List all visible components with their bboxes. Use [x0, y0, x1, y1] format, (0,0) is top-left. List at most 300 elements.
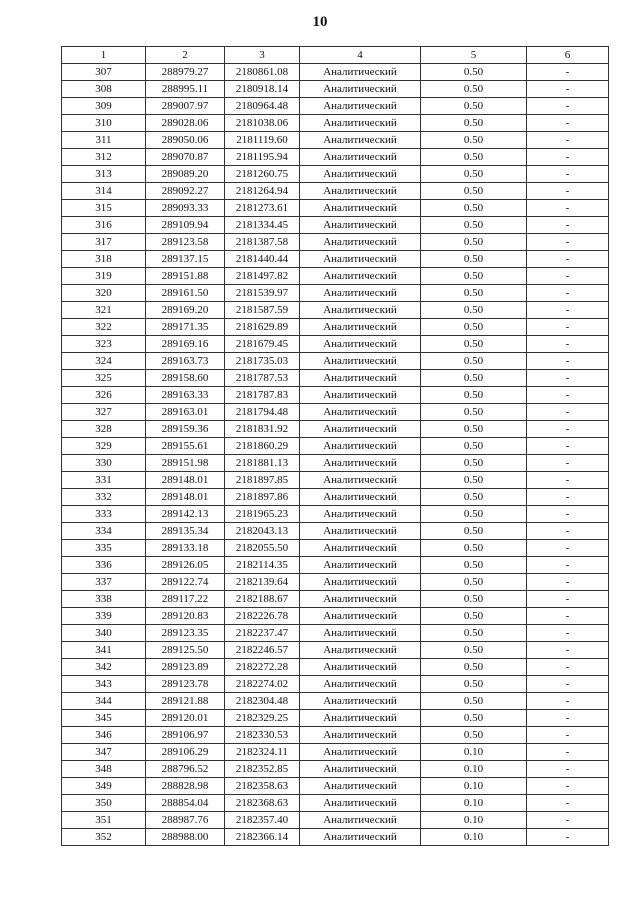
accuracy-cell: 0.50: [421, 591, 527, 608]
accuracy-cell: 0.50: [421, 557, 527, 574]
accuracy-cell: 0.50: [421, 676, 527, 693]
y-coordinate-cell: 2181260.75: [225, 166, 300, 183]
table-row: [62, 506, 609, 523]
note-cell: -: [527, 761, 609, 778]
x-coordinate-cell: 289148.01: [146, 489, 225, 506]
y-coordinate-cell: 2182043.13: [225, 523, 300, 540]
method-cell: Аналитический: [300, 64, 421, 81]
accuracy-cell: 0.50: [421, 540, 527, 557]
note-cell: -: [527, 217, 609, 234]
y-coordinate-cell: 2181735.03: [225, 353, 300, 370]
table-row: [62, 574, 609, 591]
point-number-cell: 340: [62, 625, 146, 642]
y-coordinate-cell: 2181497.82: [225, 268, 300, 285]
table-row: [62, 404, 609, 421]
table-row: [62, 370, 609, 387]
y-coordinate-cell: 2181629.89: [225, 319, 300, 336]
method-cell: Аналитический: [300, 200, 421, 217]
table-row: [62, 642, 609, 659]
table-row: [62, 285, 609, 302]
point-number-cell: 317: [62, 234, 146, 251]
point-number-cell: 323: [62, 336, 146, 353]
note-cell: -: [527, 659, 609, 676]
y-coordinate-cell: 2181679.45: [225, 336, 300, 353]
table-row: [62, 149, 609, 166]
accuracy-cell: 0.50: [421, 200, 527, 217]
point-number-cell: 319: [62, 268, 146, 285]
x-coordinate-cell: 289121.88: [146, 693, 225, 710]
y-coordinate-cell: 2181794.48: [225, 404, 300, 421]
accuracy-cell: 0.50: [421, 659, 527, 676]
table-row: [62, 744, 609, 761]
accuracy-cell: 0.50: [421, 302, 527, 319]
y-coordinate-cell: 2182055.50: [225, 540, 300, 557]
x-coordinate-cell: 289123.58: [146, 234, 225, 251]
accuracy-cell: 0.50: [421, 489, 527, 506]
note-cell: -: [527, 574, 609, 591]
column-header: 1: [62, 47, 146, 64]
point-number-cell: 336: [62, 557, 146, 574]
method-cell: Аналитический: [300, 761, 421, 778]
note-cell: -: [527, 64, 609, 81]
point-number-cell: 345: [62, 710, 146, 727]
method-cell: Аналитический: [300, 234, 421, 251]
x-coordinate-cell: 289169.16: [146, 336, 225, 353]
x-coordinate-cell: 288987.76: [146, 812, 225, 829]
accuracy-cell: 0.50: [421, 608, 527, 625]
x-coordinate-cell: 289109.94: [146, 217, 225, 234]
x-coordinate-cell: 289123.35: [146, 625, 225, 642]
accuracy-cell: 0.50: [421, 81, 527, 98]
point-number-cell: 350: [62, 795, 146, 812]
x-coordinate-cell: 289151.98: [146, 455, 225, 472]
x-coordinate-cell: 289070.87: [146, 149, 225, 166]
table-row: [62, 115, 609, 132]
accuracy-cell: 0.50: [421, 234, 527, 251]
note-cell: -: [527, 506, 609, 523]
y-coordinate-cell: 2182324.11: [225, 744, 300, 761]
point-number-cell: 311: [62, 132, 146, 149]
table-row: [62, 591, 609, 608]
x-coordinate-cell: 289106.29: [146, 744, 225, 761]
table-row: [62, 200, 609, 217]
accuracy-cell: 0.50: [421, 251, 527, 268]
point-number-cell: 316: [62, 217, 146, 234]
note-cell: -: [527, 285, 609, 302]
y-coordinate-cell: 2181965.23: [225, 506, 300, 523]
x-coordinate-cell: 289137.15: [146, 251, 225, 268]
table-row: [62, 251, 609, 268]
note-cell: -: [527, 812, 609, 829]
y-coordinate-cell: 2182188.67: [225, 591, 300, 608]
x-coordinate-cell: 289135.34: [146, 523, 225, 540]
x-coordinate-cell: 289093.33: [146, 200, 225, 217]
y-coordinate-cell: 2182246.57: [225, 642, 300, 659]
method-cell: Аналитический: [300, 217, 421, 234]
column-header: 2: [146, 47, 225, 64]
x-coordinate-cell: 289133.18: [146, 540, 225, 557]
point-number-cell: 337: [62, 574, 146, 591]
y-coordinate-cell: 2182329.25: [225, 710, 300, 727]
point-number-cell: 344: [62, 693, 146, 710]
accuracy-cell: 0.10: [421, 744, 527, 761]
method-cell: Аналитический: [300, 574, 421, 591]
note-cell: -: [527, 693, 609, 710]
point-number-cell: 320: [62, 285, 146, 302]
method-cell: Аналитический: [300, 523, 421, 540]
x-coordinate-cell: 289163.73: [146, 353, 225, 370]
note-cell: -: [527, 98, 609, 115]
accuracy-cell: 0.50: [421, 149, 527, 166]
x-coordinate-cell: 289126.05: [146, 557, 225, 574]
y-coordinate-cell: 2182304.48: [225, 693, 300, 710]
accuracy-cell: 0.50: [421, 98, 527, 115]
note-cell: -: [527, 625, 609, 642]
table-row: [62, 795, 609, 812]
table-row: [62, 812, 609, 829]
table-row: [62, 540, 609, 557]
y-coordinate-cell: 2180861.08: [225, 64, 300, 81]
method-cell: Аналитический: [300, 778, 421, 795]
accuracy-cell: 0.50: [421, 132, 527, 149]
note-cell: -: [527, 778, 609, 795]
y-coordinate-cell: 2181897.86: [225, 489, 300, 506]
y-coordinate-cell: 2181881.13: [225, 455, 300, 472]
accuracy-cell: 0.10: [421, 829, 527, 846]
note-cell: -: [527, 336, 609, 353]
method-cell: Аналитический: [300, 268, 421, 285]
x-coordinate-cell: 289159.36: [146, 421, 225, 438]
table-row: [62, 557, 609, 574]
point-number-cell: 351: [62, 812, 146, 829]
x-coordinate-cell: 288988.00: [146, 829, 225, 846]
y-coordinate-cell: 2182352.85: [225, 761, 300, 778]
accuracy-cell: 0.50: [421, 693, 527, 710]
y-coordinate-cell: 2181787.83: [225, 387, 300, 404]
point-number-cell: 312: [62, 149, 146, 166]
accuracy-cell: 0.50: [421, 217, 527, 234]
x-coordinate-cell: 289050.06: [146, 132, 225, 149]
method-cell: Аналитический: [300, 251, 421, 268]
y-coordinate-cell: 2181860.29: [225, 438, 300, 455]
accuracy-cell: 0.50: [421, 404, 527, 421]
method-cell: Аналитический: [300, 472, 421, 489]
point-number-cell: 309: [62, 98, 146, 115]
x-coordinate-cell: 289120.83: [146, 608, 225, 625]
point-number-cell: 329: [62, 438, 146, 455]
table-row: [62, 761, 609, 778]
table-row: [62, 319, 609, 336]
note-cell: -: [527, 523, 609, 540]
point-number-cell: 339: [62, 608, 146, 625]
accuracy-cell: 0.50: [421, 115, 527, 132]
table-row: [62, 523, 609, 540]
y-coordinate-cell: 2181539.97: [225, 285, 300, 302]
x-coordinate-cell: 288796.52: [146, 761, 225, 778]
table-row: [62, 166, 609, 183]
note-cell: -: [527, 591, 609, 608]
point-number-cell: 352: [62, 829, 146, 846]
page-number: 10: [312, 14, 328, 30]
note-cell: -: [527, 744, 609, 761]
x-coordinate-cell: 289151.88: [146, 268, 225, 285]
y-coordinate-cell: 2182114.35: [225, 557, 300, 574]
note-cell: -: [527, 81, 609, 98]
table-row: [62, 387, 609, 404]
note-cell: -: [527, 727, 609, 744]
point-number-cell: 342: [62, 659, 146, 676]
y-coordinate-cell: 2181195.94: [225, 149, 300, 166]
accuracy-cell: 0.50: [421, 353, 527, 370]
table-row: [62, 421, 609, 438]
point-number-cell: 315: [62, 200, 146, 217]
method-cell: Аналитический: [300, 132, 421, 149]
point-number-cell: 318: [62, 251, 146, 268]
x-coordinate-cell: 289117.22: [146, 591, 225, 608]
note-cell: -: [527, 829, 609, 846]
x-coordinate-cell: 289125.50: [146, 642, 225, 659]
y-coordinate-cell: 2182330.53: [225, 727, 300, 744]
x-coordinate-cell: 289169.20: [146, 302, 225, 319]
y-coordinate-cell: 2180918.14: [225, 81, 300, 98]
y-coordinate-cell: 2182368.63: [225, 795, 300, 812]
note-cell: -: [527, 472, 609, 489]
note-cell: -: [527, 540, 609, 557]
method-cell: Аналитический: [300, 744, 421, 761]
table-row: [62, 625, 609, 642]
x-coordinate-cell: 288828.98: [146, 778, 225, 795]
header-row: [62, 47, 609, 64]
y-coordinate-cell: 2182357.40: [225, 812, 300, 829]
note-cell: -: [527, 608, 609, 625]
x-coordinate-cell: 289122.74: [146, 574, 225, 591]
x-coordinate-cell: 289106.97: [146, 727, 225, 744]
point-number-cell: 341: [62, 642, 146, 659]
table-row: [62, 676, 609, 693]
method-cell: Аналитический: [300, 183, 421, 200]
method-cell: Аналитический: [300, 557, 421, 574]
method-cell: Аналитический: [300, 302, 421, 319]
column-header: 6: [527, 47, 609, 64]
x-coordinate-cell: 288979.27: [146, 64, 225, 81]
note-cell: -: [527, 234, 609, 251]
method-cell: Аналитический: [300, 591, 421, 608]
table-row: [62, 727, 609, 744]
point-number-cell: 322: [62, 319, 146, 336]
accuracy-cell: 0.50: [421, 387, 527, 404]
y-coordinate-cell: 2182358.63: [225, 778, 300, 795]
note-cell: -: [527, 642, 609, 659]
accuracy-cell: 0.50: [421, 421, 527, 438]
table-row: [62, 217, 609, 234]
y-coordinate-cell: 2181264.94: [225, 183, 300, 200]
table-row: [62, 455, 609, 472]
x-coordinate-cell: 289155.61: [146, 438, 225, 455]
y-coordinate-cell: 2181587.59: [225, 302, 300, 319]
point-number-cell: 314: [62, 183, 146, 200]
note-cell: -: [527, 115, 609, 132]
x-coordinate-cell: 289028.06: [146, 115, 225, 132]
y-coordinate-cell: 2181038.06: [225, 115, 300, 132]
note-cell: -: [527, 200, 609, 217]
method-cell: Аналитический: [300, 727, 421, 744]
method-cell: Аналитический: [300, 353, 421, 370]
point-number-cell: 346: [62, 727, 146, 744]
x-coordinate-cell: 289163.01: [146, 404, 225, 421]
table-row: [62, 268, 609, 285]
method-cell: Аналитический: [300, 438, 421, 455]
method-cell: Аналитический: [300, 642, 421, 659]
y-coordinate-cell: 2181831.92: [225, 421, 300, 438]
accuracy-cell: 0.50: [421, 523, 527, 540]
accuracy-cell: 0.50: [421, 642, 527, 659]
table-row: [62, 81, 609, 98]
method-cell: Аналитический: [300, 149, 421, 166]
note-cell: -: [527, 557, 609, 574]
note-cell: -: [527, 455, 609, 472]
point-number-cell: 348: [62, 761, 146, 778]
table-row: [62, 438, 609, 455]
point-number-cell: 328: [62, 421, 146, 438]
table-row: [62, 234, 609, 251]
table-row: [62, 98, 609, 115]
y-coordinate-cell: 2182366.14: [225, 829, 300, 846]
table-row: [62, 489, 609, 506]
method-cell: Аналитический: [300, 98, 421, 115]
note-cell: -: [527, 676, 609, 693]
note-cell: -: [527, 387, 609, 404]
accuracy-cell: 0.50: [421, 370, 527, 387]
accuracy-cell: 0.50: [421, 319, 527, 336]
point-number-cell: 331: [62, 472, 146, 489]
accuracy-cell: 0.50: [421, 455, 527, 472]
accuracy-cell: 0.50: [421, 268, 527, 285]
accuracy-cell: 0.10: [421, 795, 527, 812]
table-row: [62, 693, 609, 710]
x-coordinate-cell: 289161.50: [146, 285, 225, 302]
point-number-cell: 347: [62, 744, 146, 761]
point-number-cell: 334: [62, 523, 146, 540]
accuracy-cell: 0.50: [421, 574, 527, 591]
accuracy-cell: 0.50: [421, 710, 527, 727]
table-row: [62, 659, 609, 676]
method-cell: Аналитический: [300, 795, 421, 812]
point-number-cell: 325: [62, 370, 146, 387]
method-cell: Аналитический: [300, 693, 421, 710]
point-number-cell: 335: [62, 540, 146, 557]
accuracy-cell: 0.10: [421, 812, 527, 829]
table-row: [62, 353, 609, 370]
point-number-cell: 333: [62, 506, 146, 523]
y-coordinate-cell: 2182226.78: [225, 608, 300, 625]
accuracy-cell: 0.50: [421, 336, 527, 353]
note-cell: -: [527, 319, 609, 336]
y-coordinate-cell: 2180964.48: [225, 98, 300, 115]
x-coordinate-cell: 289163.33: [146, 387, 225, 404]
accuracy-cell: 0.50: [421, 183, 527, 200]
accuracy-cell: 0.50: [421, 727, 527, 744]
note-cell: -: [527, 421, 609, 438]
y-coordinate-cell: 2181787.53: [225, 370, 300, 387]
x-coordinate-cell: 289148.01: [146, 472, 225, 489]
y-coordinate-cell: 2182272.28: [225, 659, 300, 676]
method-cell: Аналитический: [300, 166, 421, 183]
table-row: [62, 710, 609, 727]
point-number-cell: 349: [62, 778, 146, 795]
method-cell: Аналитический: [300, 829, 421, 846]
point-number-cell: 327: [62, 404, 146, 421]
note-cell: -: [527, 149, 609, 166]
method-cell: Аналитический: [300, 659, 421, 676]
note-cell: -: [527, 183, 609, 200]
x-coordinate-cell: 289092.27: [146, 183, 225, 200]
method-cell: Аналитический: [300, 319, 421, 336]
note-cell: -: [527, 795, 609, 812]
y-coordinate-cell: 2182274.02: [225, 676, 300, 693]
accuracy-cell: 0.10: [421, 761, 527, 778]
table-row: [62, 829, 609, 846]
method-cell: Аналитический: [300, 336, 421, 353]
method-cell: Аналитический: [300, 506, 421, 523]
method-cell: Аналитический: [300, 81, 421, 98]
accuracy-cell: 0.50: [421, 506, 527, 523]
method-cell: Аналитический: [300, 540, 421, 557]
note-cell: -: [527, 404, 609, 421]
point-number-cell: 308: [62, 81, 146, 98]
y-coordinate-cell: 2181440.44: [225, 251, 300, 268]
point-number-cell: 338: [62, 591, 146, 608]
point-number-cell: 326: [62, 387, 146, 404]
x-coordinate-cell: 289123.78: [146, 676, 225, 693]
point-number-cell: 313: [62, 166, 146, 183]
note-cell: -: [527, 353, 609, 370]
method-cell: Аналитический: [300, 115, 421, 132]
x-coordinate-cell: 289123.89: [146, 659, 225, 676]
note-cell: -: [527, 251, 609, 268]
column-header: 3: [225, 47, 300, 64]
method-cell: Аналитический: [300, 608, 421, 625]
note-cell: -: [527, 166, 609, 183]
accuracy-cell: 0.50: [421, 472, 527, 489]
y-coordinate-cell: 2181273.61: [225, 200, 300, 217]
y-coordinate-cell: 2181119.60: [225, 132, 300, 149]
note-cell: -: [527, 489, 609, 506]
method-cell: Аналитический: [300, 625, 421, 642]
y-coordinate-cell: 2181897.85: [225, 472, 300, 489]
column-header: 4: [300, 47, 421, 64]
x-coordinate-cell: 289089.20: [146, 166, 225, 183]
table-body: [62, 64, 609, 846]
table-row: [62, 608, 609, 625]
table-row: [62, 132, 609, 149]
method-cell: Аналитический: [300, 421, 421, 438]
x-coordinate-cell: 288995.11: [146, 81, 225, 98]
x-coordinate-cell: 289171.35: [146, 319, 225, 336]
accuracy-cell: 0.50: [421, 285, 527, 302]
point-number-cell: 307: [62, 64, 146, 81]
accuracy-cell: 0.50: [421, 625, 527, 642]
y-coordinate-cell: 2181334.45: [225, 217, 300, 234]
point-number-cell: 343: [62, 676, 146, 693]
point-number-cell: 330: [62, 455, 146, 472]
note-cell: -: [527, 438, 609, 455]
x-coordinate-cell: 289142.13: [146, 506, 225, 523]
point-number-cell: 321: [62, 302, 146, 319]
point-number-cell: 332: [62, 489, 146, 506]
column-header: 5: [421, 47, 527, 64]
x-coordinate-cell: 289120.01: [146, 710, 225, 727]
method-cell: Аналитический: [300, 812, 421, 829]
